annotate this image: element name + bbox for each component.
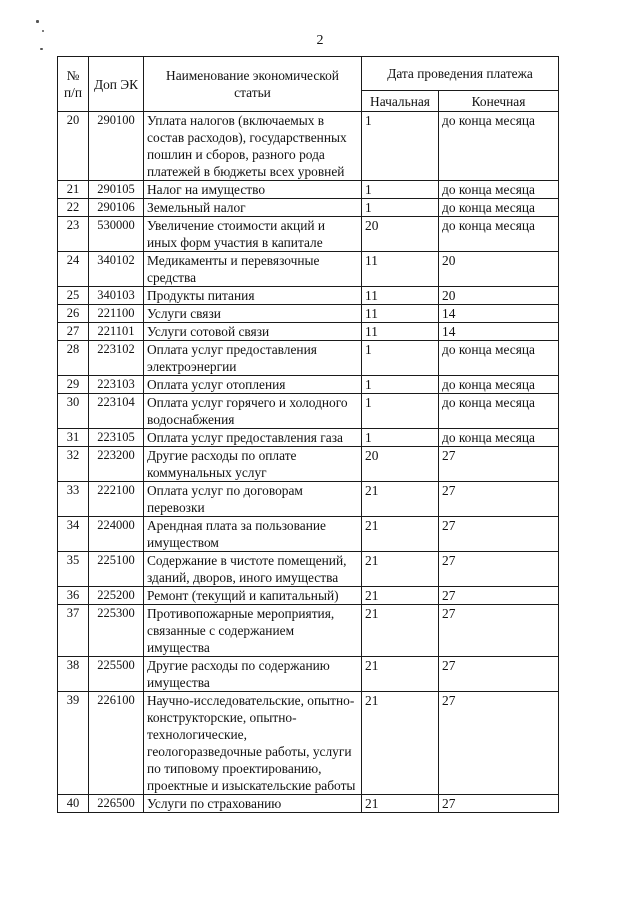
table-row <box>58 587 559 605</box>
cell-name: Оплата услуг предоставления газа <box>144 429 362 447</box>
cell-num: 20 <box>58 112 89 181</box>
table-row <box>58 517 559 552</box>
cell-end: 27 <box>439 552 559 587</box>
cell-start: 1 <box>362 429 439 447</box>
cell-num: 40 <box>58 795 89 813</box>
cell-num: 28 <box>58 341 89 376</box>
header-date-group: Дата проведения платежа <box>362 57 559 91</box>
cell-code: 224000 <box>89 517 144 552</box>
table-row <box>58 394 559 429</box>
cell-end: 27 <box>439 692 559 795</box>
cell-code: 221101 <box>89 323 144 341</box>
cell-start: 21 <box>362 605 439 657</box>
cell-end: до конца месяца <box>439 112 559 181</box>
cell-name: Другие расходы по содержанию имущества <box>144 657 362 692</box>
cell-end: 27 <box>439 587 559 605</box>
cell-name: Оплата услуг горячего и холодного водоснабжения <box>144 394 362 429</box>
table-row <box>58 305 559 323</box>
cell-start: 21 <box>362 482 439 517</box>
cell-num: 35 <box>58 552 89 587</box>
cell-name: Другие расходы по оплате коммунальных услуг <box>144 447 362 482</box>
cell-code: 226100 <box>89 692 144 795</box>
cell-start: 1 <box>362 376 439 394</box>
cell-code: 223200 <box>89 447 144 482</box>
cell-code: 221100 <box>89 305 144 323</box>
cell-num: 29 <box>58 376 89 394</box>
cell-code: 222100 <box>89 482 144 517</box>
header-code: Доп ЭК <box>89 57 144 112</box>
header-end: Конечная <box>439 91 559 112</box>
scan-speck <box>42 30 44 32</box>
table-row <box>58 429 559 447</box>
header-name: Наименование экономической статьи <box>144 57 362 112</box>
table-row <box>58 217 559 252</box>
cell-code: 223102 <box>89 341 144 376</box>
cell-name: Оплата услуг по договорам перевозки <box>144 482 362 517</box>
cell-end: до конца месяца <box>439 199 559 217</box>
cell-code: 290106 <box>89 199 144 217</box>
cell-name: Услуги связи <box>144 305 362 323</box>
cell-end: 27 <box>439 605 559 657</box>
table-row <box>58 287 559 305</box>
cell-start: 20 <box>362 217 439 252</box>
cell-code: 223105 <box>89 429 144 447</box>
cell-start: 11 <box>362 287 439 305</box>
table-row <box>58 657 559 692</box>
table-row <box>58 447 559 482</box>
table-body <box>58 112 559 813</box>
cell-start: 11 <box>362 305 439 323</box>
cell-end: до конца месяца <box>439 181 559 199</box>
cell-num: 22 <box>58 199 89 217</box>
cell-name: Продукты питания <box>144 287 362 305</box>
cell-num: 34 <box>58 517 89 552</box>
header-start: Начальная <box>362 91 439 112</box>
cell-start: 1 <box>362 112 439 181</box>
cell-code: 340103 <box>89 287 144 305</box>
cell-end: до конца месяца <box>439 429 559 447</box>
cell-code: 225100 <box>89 552 144 587</box>
cell-code: 225200 <box>89 587 144 605</box>
cell-start: 1 <box>362 181 439 199</box>
cell-start: 21 <box>362 657 439 692</box>
scan-speck <box>36 20 39 23</box>
page-number: 2 <box>316 33 324 48</box>
cell-num: 26 <box>58 305 89 323</box>
cell-num: 32 <box>58 447 89 482</box>
cell-end: до конца месяца <box>439 217 559 252</box>
cell-name: Налог на имущество <box>144 181 362 199</box>
table-row <box>58 252 559 287</box>
cell-end: 27 <box>439 795 559 813</box>
cell-code: 225300 <box>89 605 144 657</box>
table-row <box>58 181 559 199</box>
cell-num: 21 <box>58 181 89 199</box>
table-row <box>58 482 559 517</box>
table-row <box>58 341 559 376</box>
header-num: № п/п <box>58 57 89 112</box>
cell-start: 11 <box>362 323 439 341</box>
cell-name: Оплата услуг предоставления электроэнергии <box>144 341 362 376</box>
table-header <box>58 57 559 112</box>
payment-schedule-table <box>57 56 559 813</box>
cell-end: 27 <box>439 482 559 517</box>
cell-start: 1 <box>362 394 439 429</box>
cell-code: 225500 <box>89 657 144 692</box>
cell-name: Уплата налогов (включаемых в состав расходов), государственных пошлин и сборов, разного рода платежей в бюджеты всех уровней <box>144 112 362 181</box>
cell-name: Оплата услуг отопления <box>144 376 362 394</box>
table-row <box>58 552 559 587</box>
cell-name: Услуги по страхованию <box>144 795 362 813</box>
table-row <box>58 323 559 341</box>
cell-start: 21 <box>362 795 439 813</box>
cell-end: до конца месяца <box>439 394 559 429</box>
cell-start: 21 <box>362 517 439 552</box>
table-row <box>58 605 559 657</box>
cell-code: 530000 <box>89 217 144 252</box>
cell-code: 223104 <box>89 394 144 429</box>
cell-num: 38 <box>58 657 89 692</box>
cell-num: 33 <box>58 482 89 517</box>
cell-end: 14 <box>439 323 559 341</box>
cell-num: 31 <box>58 429 89 447</box>
cell-start: 1 <box>362 341 439 376</box>
cell-start: 11 <box>362 252 439 287</box>
cell-start: 1 <box>362 199 439 217</box>
cell-code: 340102 <box>89 252 144 287</box>
cell-start: 21 <box>362 587 439 605</box>
cell-end: 27 <box>439 447 559 482</box>
cell-end: 27 <box>439 657 559 692</box>
cell-name: Содержание в чистоте помещений, зданий, дворов, иного имущества <box>144 552 362 587</box>
cell-name: Противопожарные мероприятия, связанные с содержанием имущества <box>144 605 362 657</box>
cell-start: 20 <box>362 447 439 482</box>
cell-num: 39 <box>58 692 89 795</box>
cell-name: Арендная плата за пользование имуществом <box>144 517 362 552</box>
cell-name: Ремонт (текущий и капитальный) <box>144 587 362 605</box>
cell-end: до конца месяца <box>439 376 559 394</box>
table-row <box>58 112 559 181</box>
cell-start: 21 <box>362 552 439 587</box>
cell-name: Земельный налог <box>144 199 362 217</box>
cell-num: 27 <box>58 323 89 341</box>
cell-end: 20 <box>439 252 559 287</box>
cell-num: 25 <box>58 287 89 305</box>
cell-name: Научно-исследовательские, опытно-конструкторские, опытно-технологические, геологоразведочные работы, услуги по типовому проектированию, проектные и изыскательские работы <box>144 692 362 795</box>
table-row <box>58 692 559 795</box>
cell-num: 24 <box>58 252 89 287</box>
cell-code: 223103 <box>89 376 144 394</box>
cell-code: 226500 <box>89 795 144 813</box>
cell-name: Медикаменты и перевязочные средства <box>144 252 362 287</box>
table-row <box>58 795 559 813</box>
cell-num: 23 <box>58 217 89 252</box>
cell-end: 20 <box>439 287 559 305</box>
table-row <box>58 376 559 394</box>
cell-code: 290100 <box>89 112 144 181</box>
cell-end: до конца месяца <box>439 341 559 376</box>
cell-num: 36 <box>58 587 89 605</box>
cell-num: 37 <box>58 605 89 657</box>
cell-num: 30 <box>58 394 89 429</box>
cell-name: Услуги сотовой связи <box>144 323 362 341</box>
table-row <box>58 199 559 217</box>
cell-name: Увеличение стоимости акций и иных форм участия в капитале <box>144 217 362 252</box>
cell-end: 27 <box>439 517 559 552</box>
cell-code: 290105 <box>89 181 144 199</box>
cell-end: 14 <box>439 305 559 323</box>
cell-start: 21 <box>362 692 439 795</box>
